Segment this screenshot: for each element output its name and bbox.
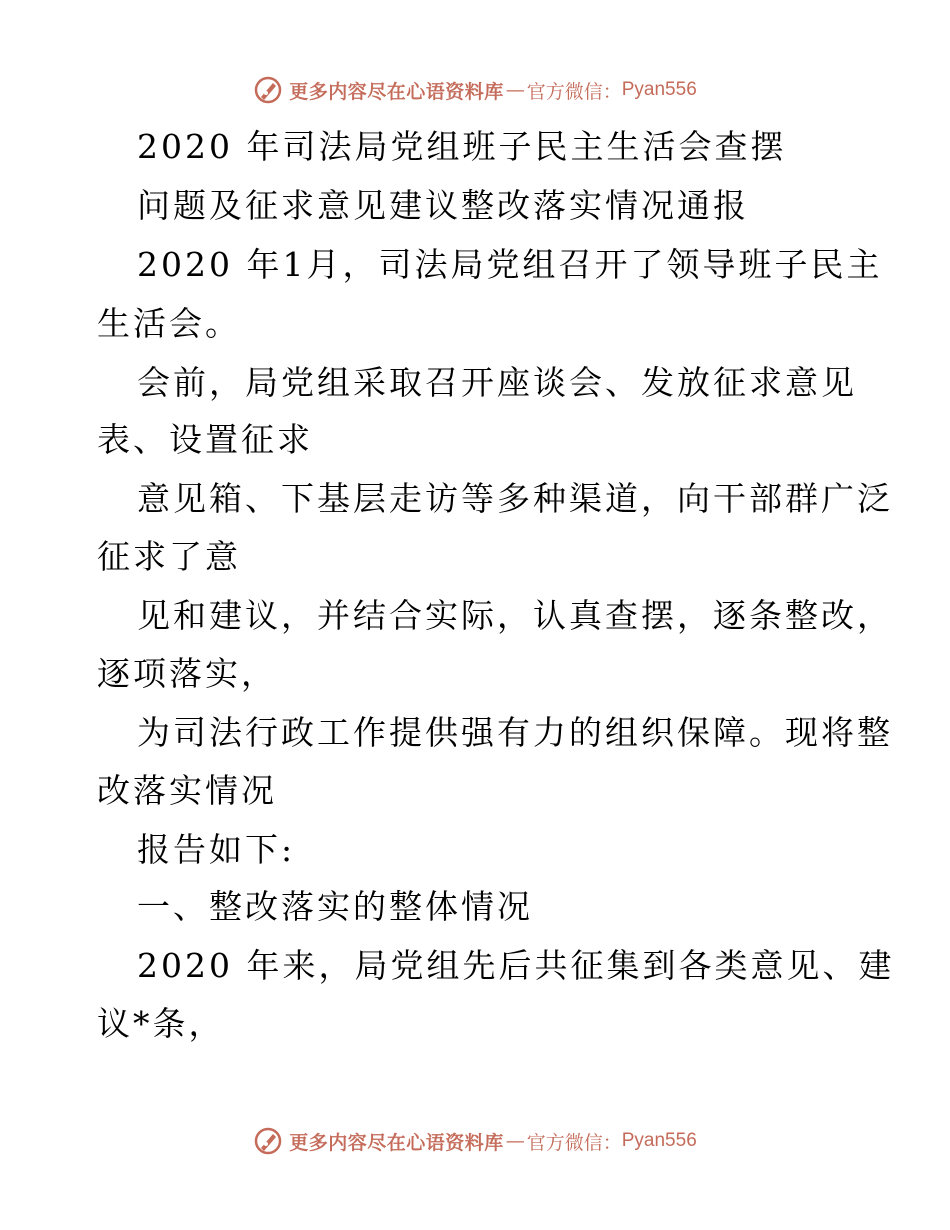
watermark-site-text: 更多内容尽在心语资料库 [289, 1131, 504, 1154]
doc-line: 议*条， [97, 1004, 225, 1043]
doc-line: 会前，局党组采取召开座谈会、发放征求意见 [137, 363, 857, 402]
doc-line: 改落实情况 [97, 771, 277, 810]
watermark-banner-bottom [0, 1121, 950, 1161]
doc-line: 逐项落实， [97, 654, 277, 693]
watermark-official-label: 官方微信： [526, 80, 622, 103]
watermark-banner-top [0, 70, 950, 110]
watermark-separator: — [505, 1130, 525, 1152]
doc-line: 见和建议，并结合实际，认真查摆，逐条整改， [137, 596, 893, 635]
doc-line: 生活会。 [97, 304, 241, 343]
doc-title-line-1: 2020 年司法局党组班子民主生活会查摆 [137, 127, 787, 166]
doc-line: 2020 年来，局党组先后共征集到各类意见、建 [137, 946, 895, 985]
doc-line: 报告如下: [137, 830, 296, 869]
watermark-separator: — [505, 79, 525, 101]
doc-line: 2020 年1月，司法局党组召开了领导班子民主 [137, 245, 883, 284]
doc-title-line-2: 问题及征求意见建议整改落实情况通报 [137, 186, 749, 225]
watermark-site-text: 更多内容尽在心语资料库 [289, 80, 504, 103]
pen-nib-logo-icon [253, 75, 283, 105]
watermark-wechat-id: Pyan556 [621, 1130, 697, 1151]
doc-line: 征求了意 [97, 537, 241, 576]
watermark-official-label: 官方微信： [526, 1131, 622, 1154]
doc-section-heading: 一、整改落实的整体情况 [137, 887, 533, 926]
watermark-wechat-id: Pyan556 [621, 79, 697, 100]
doc-line: 为司法行政工作提供强有力的组织保障。现将整 [137, 713, 893, 752]
doc-line: 意见箱、下基层走访等多种渠道，向干部群广泛 [137, 479, 893, 518]
pen-nib-logo-icon [253, 1126, 283, 1156]
doc-line: 表、设置征求 [97, 420, 313, 459]
